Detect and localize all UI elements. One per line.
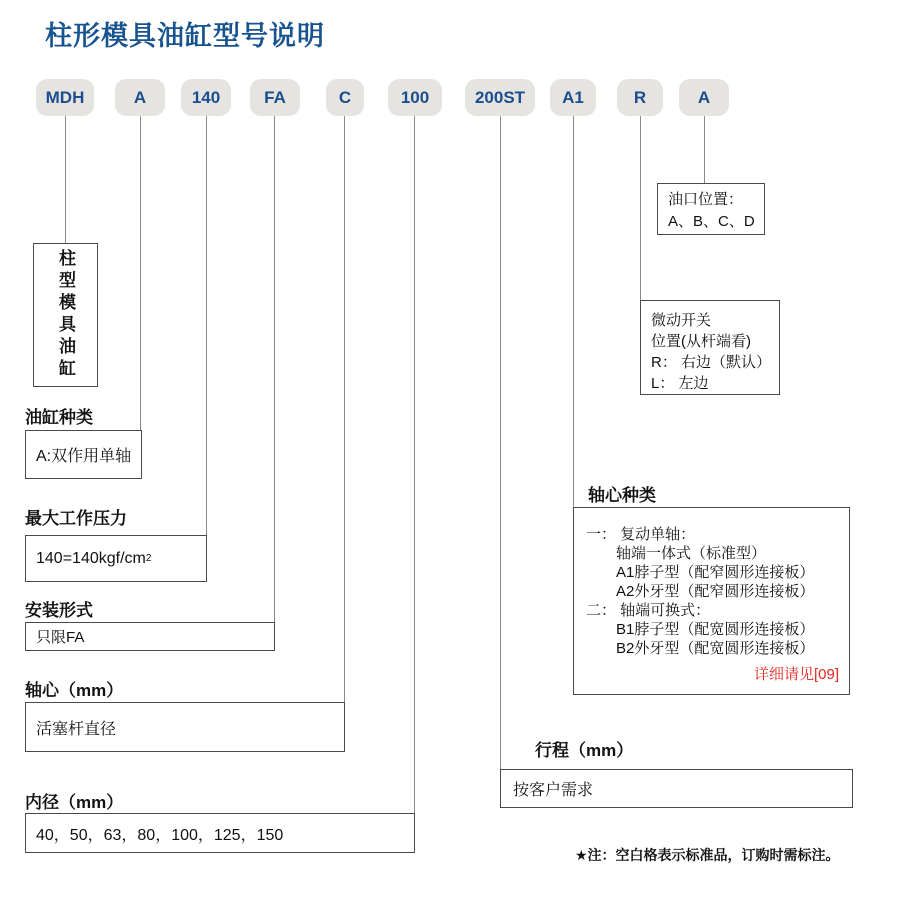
shaft-kinds-box [573, 507, 850, 695]
pressure-value: 140=140kgf/cm [36, 549, 146, 567]
pressure-value-box [25, 535, 207, 582]
connector-line-mdh [65, 116, 66, 243]
connector-line-140 [206, 116, 207, 582]
code-segment-a: A [115, 79, 165, 116]
connector-line-200st [500, 116, 501, 769]
code-segment-port-a: A [679, 79, 729, 116]
switch-line: L： 左边 [651, 375, 709, 392]
series-label: 油缸种类 [25, 408, 93, 427]
connector-line-c [344, 116, 345, 752]
port-line: A、B、C、D [668, 213, 755, 230]
code-segment-c: C [326, 79, 364, 116]
stroke-label: 行程（mm） [535, 741, 634, 760]
shaft-line: 轴端一体式（标准型） [616, 545, 767, 562]
code-segment-fa: FA [250, 79, 300, 116]
shaft-label: 轴心种类 [588, 486, 656, 505]
mounting-label: 安装形式 [25, 601, 93, 620]
switch-line: 微动开关 [651, 312, 712, 329]
connector-line-port-a [704, 116, 705, 183]
code-segment-a1: A1 [550, 79, 596, 116]
shaft-line: 二： 轴端可换式： [586, 602, 711, 619]
mounting-value-box: 只限FA [25, 622, 275, 651]
switch-line: R： 右边（默认） [651, 354, 772, 371]
pressure-label: 最大工作压力 [25, 509, 127, 528]
bore-value-box: 40，50，63，80，100，125，150 [25, 813, 415, 853]
series-value-box: A:双作用单轴 [25, 430, 142, 479]
micro-switch-box [640, 300, 780, 395]
code-segment-r: R [617, 79, 663, 116]
pressure-superscript: 2 [145, 553, 152, 564]
page-title: 柱形模具油缸型号说明 [45, 21, 325, 51]
connector-line-a1 [573, 116, 574, 507]
switch-line: 位置(从杆端看) [651, 333, 751, 350]
stroke-value-box: 按客户需求 [500, 769, 853, 808]
shaft-line: B2外牙型（配宽圆形连接板） [616, 640, 815, 657]
connector-line-a [140, 116, 141, 479]
rod-label: 轴心（mm） [25, 681, 124, 700]
code-segment-mdh: MDH [36, 79, 94, 116]
code-segment-100: 100 [388, 79, 442, 116]
rod-value-box: 活塞杆直径 [25, 702, 345, 752]
connector-line-fa [274, 116, 275, 650]
shaft-line: B1脖子型（配宽圆形连接板） [616, 621, 815, 638]
bore-label: 内径（mm） [25, 793, 124, 812]
code-segment-140: 140 [181, 79, 231, 116]
connector-line-100 [414, 116, 415, 853]
footnote: ★注：空白格表示标准品，订购时需标注。 [575, 847, 840, 863]
cylinder-type-text: 柱型模具油缸 [56, 249, 75, 381]
shaft-line: A1脖子型（配窄圆形连接板） [616, 564, 815, 581]
shaft-line: 一： 复动单轴： [586, 526, 696, 543]
shaft-detail-ref: 详细请见[09] [753, 666, 839, 683]
code-segment-200st: 200ST [465, 79, 535, 116]
shaft-line: A2外牙型（配窄圆形连接板） [616, 583, 815, 600]
oil-port-box [657, 183, 765, 235]
port-line: 油口位置： [668, 191, 744, 208]
connector-line-r [640, 116, 641, 300]
cylinder-type-box [33, 243, 98, 387]
